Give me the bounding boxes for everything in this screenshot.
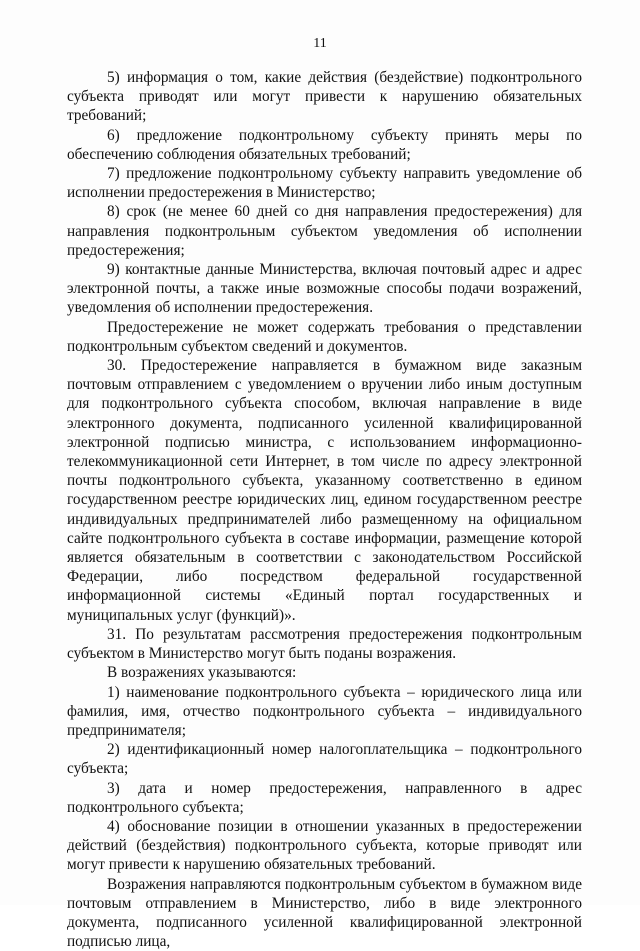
list-item-7: 7) предложение подконтрольному субъекту направить уведомление об исполнении предостережения в Министерство; <box>67 165 582 202</box>
page-number: 11 <box>313 36 327 51</box>
objection-item-3: 3) дата и номер предостережения, направленного в адрес подконтрольного субъекта; <box>67 779 582 816</box>
clause-30: 30. Предостережение направляется в бумажном виде заказным почтовым отправлением с уведомлением о вручении либо иным доступным для подконтрольного субъекта способом, включая направление в виде электронного документа, подписанного усиленной квалифицированной электронной подписью министра, с использованием информационно-телекоммуникационной сети Интернет, в том числе по адресу электронной почты подконтрольного субъекта, указанному соответственно в едином государственном реестре юридических лиц, едином государственном реестре индивидуальных предпринимателей либо размещенному на официальном сайте подконтрольного субъекта в составе информации, размещение которой является обязательным в соответствии с законодательством Российской Федерации, либо посредством федеральной государственной информационной системы «Единый портал государственных и муниципальных услуг (функций)». <box>67 357 582 624</box>
objections-intro: В возражениях указываются: <box>107 664 297 682</box>
objection-item-2: 2) идентификационный номер налогоплательщика – подконтрольного субъекта; <box>67 741 582 778</box>
list-item-6: 6) предложение подконтрольному субъекту принять меры по обеспечению соблюдения обязательных требований; <box>67 126 582 163</box>
list-item-5: 5) информация о том, какие действия (бездействие) подконтрольного субъекта приводят или могут привести к нарушению обязательных требований; <box>67 69 582 125</box>
paragraph-warning-restriction: Предостережение не может содержать требования о представлении подконтрольным субъектом сведений и документов. <box>67 318 582 355</box>
objection-item-1: 1) наименование подконтрольного субъекта – юридического лица или фамилия, имя, отчество подконтрольного субъекта – индивидуального предпринимателя; <box>67 683 582 739</box>
objections-submission-paragraph: Возражения направляются подконтрольным субъектом в бумажном виде почтовым отправлением в Министерство, либо в виде электронного документа, подписанного усиленной квалифицированной электронной подписью лица, <box>67 875 582 951</box>
document-body <box>67 68 582 951</box>
clause-31: 31. По результатам рассмотрения предостережения подконтрольным субъектом в Министерство могут быть поданы возражения. <box>67 625 582 663</box>
list-item-9: 9) контактные данные Министерства, включая почтовый адрес и адрес электронной почты, а также иные возможные способы подачи возражений, уведомления об исполнении предостережения. <box>67 261 582 317</box>
objection-item-4: 4) обоснование позиции в отношении указанных в предостережении действий (бездействия) подконтрольного субъекта, которые приводят или могут привести к нарушению обязательных требований. <box>67 817 582 874</box>
list-item-8: 8) срок (не менее 60 дней со дня направления предостережения) для направления подконтрольным субъектом уведомления об исполнении предостережения; <box>67 203 582 259</box>
